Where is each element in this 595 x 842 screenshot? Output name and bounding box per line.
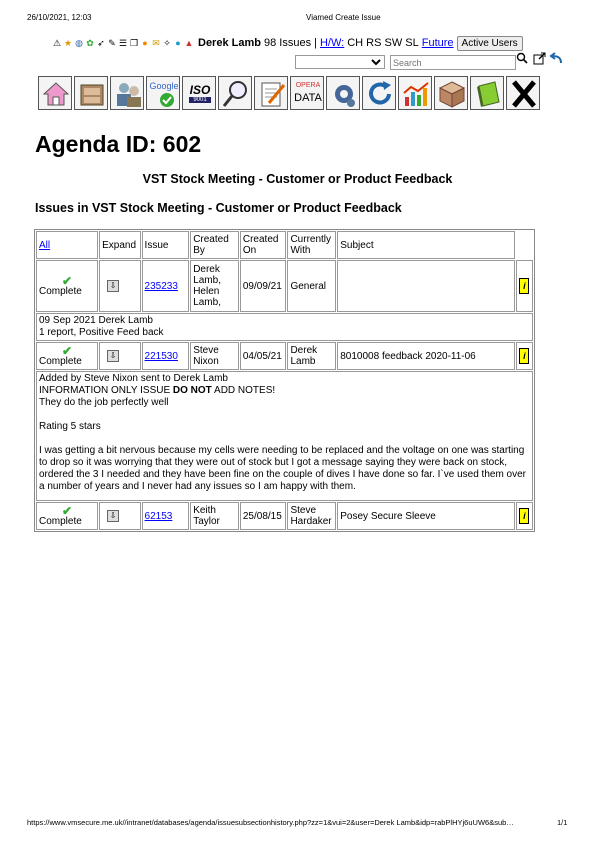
header-spacer <box>516 231 533 259</box>
settings-icon[interactable]: ✿ <box>86 38 94 48</box>
note-line: 09 Sep 2021 Derek Lamb <box>39 315 153 326</box>
notepad-icon[interactable] <box>254 76 288 110</box>
issue-link[interactable]: 62153 <box>144 510 173 522</box>
cloud-icon[interactable]: ● <box>175 38 181 48</box>
note-body: I was getting a bit nervous because my cells were needing to be replaced and the voltage on one was starting to drop so it was worrying that they were out of stock but I got a message saying they were back on stock, ordered the 3 I needed and they have been fine on the couple of dives I have done so far. I`ve used them over a number of years and I never had any issues so I am happy with them. <box>39 445 527 492</box>
header-issue: Issue <box>142 231 190 259</box>
created-by: Keith Taylor <box>190 502 239 530</box>
issues-heading: Issues in VST Stock Meeting - Customer or Product Feedback <box>35 201 402 215</box>
table-row <box>36 502 533 530</box>
subject: Posey Secure Sleeve <box>337 502 515 530</box>
check-icon: ✔ <box>62 343 73 358</box>
search-input[interactable] <box>390 55 516 70</box>
magnifier-icon[interactable] <box>218 76 252 110</box>
check-icon: ✔ <box>62 503 73 518</box>
do-not-text: DO NOT <box>172 385 212 396</box>
note-line: 1 report, Positive Feed back <box>39 327 164 338</box>
info-icon[interactable]: i <box>519 508 529 524</box>
help-icon[interactable]: ● <box>142 38 148 48</box>
book-icon[interactable] <box>470 76 504 110</box>
header-created-on: Created On <box>240 231 287 259</box>
sparkle-icon[interactable]: ✧ <box>163 38 171 48</box>
back-icon[interactable] <box>549 52 563 65</box>
google-icon[interactable] <box>146 76 180 110</box>
chart-small-icon[interactable]: ▲ <box>184 38 194 48</box>
note-line: They do the job perfectly well <box>39 397 169 408</box>
table-row <box>36 342 533 370</box>
external-link-icon[interactable] <box>533 52 546 65</box>
home-icon[interactable] <box>38 76 72 110</box>
top-status-bar <box>52 35 523 51</box>
subject <box>337 260 515 312</box>
issue-link[interactable]: 235233 <box>144 280 178 292</box>
status-label: Complete <box>39 515 82 527</box>
tools-icon[interactable]: ✎ <box>108 38 116 48</box>
page-subtitle: VST Stock Meeting - Customer or Product Feedback <box>142 172 453 186</box>
issues-count: 98 Issues | <box>263 37 317 49</box>
future-link[interactable]: Future <box>421 37 454 49</box>
expand-icon[interactable]: ⇩ <box>107 350 119 362</box>
header-created-by: Created By <box>190 231 239 259</box>
refresh-icon[interactable] <box>362 76 396 110</box>
page-title: Agenda ID: 602 <box>35 131 202 157</box>
table-row <box>36 260 533 312</box>
iso-label: ISO <box>189 83 211 97</box>
print-datetime: 26/10/2021, 12:03 <box>27 13 92 22</box>
close-icon[interactable] <box>506 76 540 110</box>
note-added-by: Added by Steve Nixon sent to Derek Lamb <box>39 373 228 384</box>
globe-icon[interactable]: ◍ <box>75 38 83 48</box>
info-icon[interactable]: i <box>519 348 529 364</box>
google-label: Google <box>149 81 179 91</box>
issue-link[interactable]: 221530 <box>144 350 178 362</box>
archive-icon[interactable] <box>74 76 108 110</box>
info-icon[interactable]: i <box>519 278 529 294</box>
navigation-select[interactable] <box>295 55 385 69</box>
created-on: 09/09/21 <box>240 260 287 312</box>
active-users-button[interactable]: Active Users <box>457 36 523 51</box>
expand-icon[interactable]: ⇩ <box>107 280 119 292</box>
star-icon[interactable]: ★ <box>63 38 73 48</box>
iso-number: 9001 <box>189 97 211 103</box>
header-subject: Subject <box>337 231 515 259</box>
table-header-row <box>36 231 533 259</box>
select-all-link[interactable]: All <box>39 239 51 251</box>
created-by: Derek Lamb, Helen Lamb, <box>190 260 239 312</box>
iso-icon[interactable] <box>182 76 216 110</box>
note-info-only <box>39 385 530 397</box>
header-expand: Expand <box>99 231 140 259</box>
info-only-text: INFORMATION ONLY ISSUE <box>39 385 173 396</box>
data-label: DATA <box>294 92 322 104</box>
currently-with: Derek Lamb <box>287 342 336 370</box>
status-label: Complete <box>39 285 82 297</box>
notes-row <box>36 313 533 341</box>
window-icon[interactable]: ❐ <box>129 38 139 48</box>
box-icon[interactable] <box>434 76 468 110</box>
hw-link[interactable]: H/W: <box>319 37 345 49</box>
data-label-top: OPERA <box>295 82 321 89</box>
note-rating: Rating 5 stars <box>39 421 101 432</box>
chart-icon[interactable] <box>398 76 432 110</box>
print-page-number: 1/1 <box>557 818 568 827</box>
subject: 8010008 feedback 2020-11-06 <box>337 342 515 370</box>
created-on: 04/05/21 <box>240 342 287 370</box>
issues-table <box>34 229 535 532</box>
warning-icon[interactable]: ⚠ <box>52 38 62 48</box>
list-icon[interactable]: ☰ <box>118 38 128 48</box>
print-page-title: Viamed Create Issue <box>306 13 381 22</box>
current-user: Derek Lamb <box>198 37 261 49</box>
data-icon[interactable] <box>290 76 324 110</box>
users-icon[interactable] <box>110 76 144 110</box>
pointer-icon[interactable]: ➶ <box>97 38 105 48</box>
created-on: 25/08/15 <box>240 502 287 530</box>
expand-icon[interactable]: ⇩ <box>107 510 119 522</box>
print-url: https://www.vmsecure.me.uk//intranet/databases/agenda/issuesubsectionhistory.php?zz=1&vui=2&user=Derek Lamb&idp=rabPlHYj6uUW6&sub… <box>27 818 514 827</box>
currently-with: Steve Hardaker <box>287 502 336 530</box>
mail-icon[interactable]: ✉ <box>152 38 160 48</box>
toolbar <box>38 76 540 110</box>
settings-gear-icon[interactable] <box>326 76 360 110</box>
search-icon[interactable] <box>516 52 528 64</box>
add-notes-text: ADD NOTES! <box>211 385 276 396</box>
currently-with: General <box>287 260 336 312</box>
notes-row <box>36 371 533 501</box>
region-codes: CH RS SW SL <box>347 37 419 49</box>
check-icon: ✔ <box>62 273 73 288</box>
status-label: Complete <box>39 355 82 367</box>
header-currently-with: Currently With <box>287 231 336 259</box>
created-by: Steve Nixon <box>190 342 239 370</box>
